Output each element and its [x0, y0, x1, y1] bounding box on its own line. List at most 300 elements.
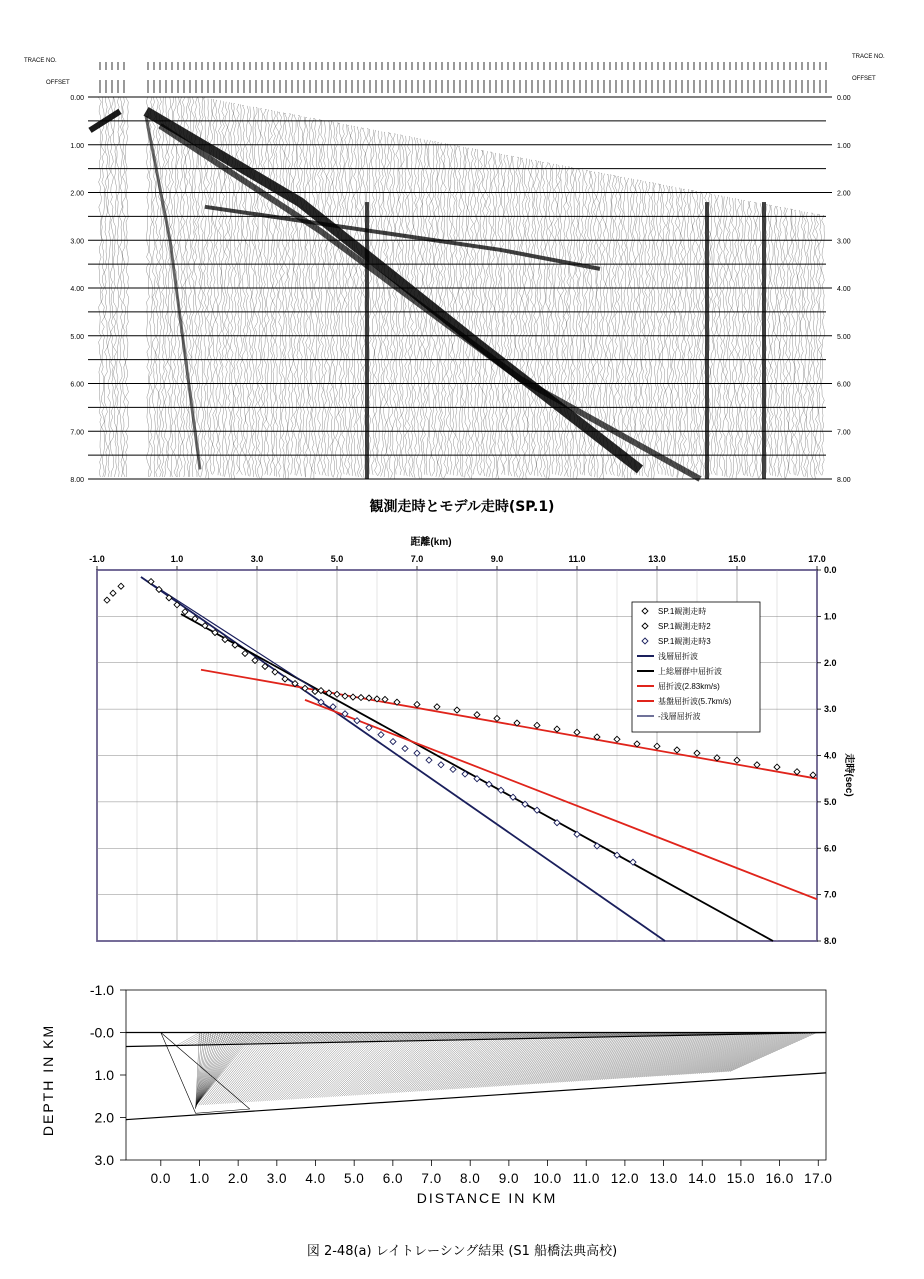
model-frame-box — [126, 990, 826, 1160]
wiggle-trace — [299, 116, 302, 476]
trace-header-annotations — [100, 62, 826, 93]
wiggle-trace — [818, 215, 821, 475]
wiggle-trace — [278, 112, 281, 477]
ray-path — [712, 1033, 798, 1073]
tt-x-tick-label: 13.0 — [648, 554, 666, 564]
wiggle-trace — [146, 97, 149, 477]
wiggle-trace — [332, 123, 335, 478]
wiggle-trace — [468, 148, 471, 478]
wiggle-trace — [321, 120, 324, 475]
wiggle-trace — [296, 116, 299, 476]
wiggle-trace — [411, 137, 414, 477]
time-tick-left: 4.00 — [70, 286, 84, 293]
distance-tick-label: 6.0 — [382, 1171, 403, 1186]
wiggle-trace — [303, 117, 306, 477]
time-tick-left: 7.00 — [70, 429, 84, 437]
wiggle-trace — [185, 97, 188, 477]
wiggle-trace — [794, 210, 797, 475]
wiggle-trace — [330, 122, 333, 477]
ray-path — [180, 1033, 203, 1046]
wiggle-trace — [377, 131, 380, 476]
wiggle-trace — [341, 124, 344, 474]
wiggle-trace — [522, 158, 525, 478]
depth-axis-label: DEPTH IN KM — [40, 1023, 56, 1137]
tt-data-point — [390, 739, 396, 745]
ray-path — [401, 1033, 471, 1093]
wiggle-trace — [387, 133, 390, 478]
wiggle-trace — [543, 162, 546, 477]
tt-y-tick-label: 7.0 — [824, 889, 837, 900]
strong-trace — [365, 202, 369, 479]
wiggle-trace — [488, 152, 491, 477]
wiggle-trace — [396, 134, 399, 474]
wiggle-trace — [690, 190, 693, 475]
wiggle-trace — [641, 181, 644, 476]
wiggle-trace — [161, 97, 164, 477]
wiggle-trace — [623, 178, 626, 478]
wiggle-trace — [504, 155, 507, 475]
ray-path — [719, 1033, 805, 1073]
tt-y-tick-label: 8.0 — [824, 936, 837, 946]
wiggle-trace — [666, 186, 669, 476]
wiggle-trace — [687, 190, 690, 475]
tt-x-tick-label: -1.0 — [89, 554, 105, 564]
distance-tick-label: 4.0 — [305, 1171, 326, 1186]
tt-data-point — [148, 579, 154, 585]
tt-data-point — [104, 597, 110, 603]
distance-tick-label: 1.0 — [189, 1171, 210, 1186]
ray-path — [723, 1033, 810, 1072]
distance-tick-label: 16.0 — [765, 1171, 794, 1186]
wiggle-trace — [677, 188, 680, 478]
tt-data-point — [574, 729, 580, 735]
tt-data-point — [654, 743, 660, 749]
wiggle-trace — [413, 138, 416, 478]
wiggle-trace — [710, 194, 713, 474]
tt-legend-label: 浅層屈折波 — [658, 652, 698, 661]
ray-path — [534, 1033, 611, 1084]
wiggle-trace — [345, 125, 348, 475]
distance-tick-label: 17.0 — [804, 1171, 833, 1186]
wiggle-trace — [356, 127, 359, 477]
wiggle-trace — [662, 185, 665, 475]
wiggle-trace — [749, 202, 752, 477]
distance-tick-label: 0.0 — [150, 1171, 171, 1186]
ray-path — [650, 1033, 733, 1077]
ray-path — [222, 1033, 245, 1045]
wiggle-trace — [282, 113, 285, 478]
wiggle-trace — [741, 200, 744, 475]
wiggle-trace — [497, 154, 500, 479]
wiggle-trace — [258, 108, 261, 478]
tt-data-point — [118, 583, 124, 589]
ray-path — [196, 1033, 214, 1108]
ray-path — [215, 1033, 238, 1045]
tt-y-tick-label: 3.0 — [824, 704, 837, 715]
wiggle-trace — [729, 198, 732, 478]
ray-path — [410, 1033, 480, 1092]
wiggle-trace — [500, 154, 503, 474]
wiggle-trace — [803, 212, 806, 477]
wiggle-trace — [551, 164, 554, 474]
wiggle-trace — [656, 184, 659, 474]
ray-path — [648, 1033, 731, 1077]
distance-tick-label: 10.0 — [533, 1171, 562, 1186]
tt-y-tick-label: 4.0 — [824, 750, 837, 761]
distance-tick-label: 3.0 — [266, 1171, 287, 1186]
wiggle-trace — [713, 195, 716, 475]
offset-label-right: OFFSET — [852, 76, 876, 82]
wiggle-trace — [482, 151, 485, 476]
ray-path — [646, 1033, 729, 1077]
wiggle-trace — [540, 162, 543, 477]
distance-tick-label: 12.0 — [610, 1171, 640, 1186]
wiggle-trace — [315, 119, 318, 474]
wiggle-trace — [155, 97, 158, 477]
distance-tick-label: 15.0 — [726, 1171, 756, 1186]
wiggle-trace — [537, 161, 540, 476]
wiggle-trace — [776, 207, 779, 477]
wiggle-trace — [788, 209, 791, 474]
strong-trace — [705, 202, 709, 479]
distance-tick-label: 14.0 — [688, 1171, 717, 1186]
wiggle-trace — [374, 130, 377, 475]
wiggle-trace — [125, 97, 128, 477]
wiggle-trace — [335, 123, 338, 478]
tt-legend-label: SP.1観測走時 — [658, 607, 707, 616]
wiggle-trace — [171, 97, 174, 477]
ray-path — [538, 1033, 615, 1084]
wiggle-trace — [696, 191, 699, 476]
tt-x-tick-label: 15.0 — [728, 554, 746, 564]
depth-tick-label: 3.0 — [94, 1152, 114, 1168]
wiggle-trace — [452, 145, 455, 475]
wiggle-trace — [167, 97, 170, 477]
tt-x-tick-label: 5.0 — [330, 554, 344, 564]
wiggle-trace — [681, 189, 684, 479]
wiggle-trace — [564, 166, 567, 476]
time-tick-left: 8.00 — [70, 477, 84, 484]
wiggle-trace — [117, 97, 120, 477]
ray-path — [653, 1033, 736, 1077]
wiggle-trace — [527, 160, 530, 475]
wiggle-trace — [545, 163, 548, 478]
wiggle-trace — [633, 180, 636, 475]
wiggle-trace — [275, 112, 278, 477]
wiggle-trace — [459, 146, 462, 476]
wiggle-trace — [311, 119, 314, 479]
time-tick-left: 0.00 — [70, 95, 84, 102]
wiggle-trace — [255, 108, 258, 478]
wiggle-trace — [495, 153, 498, 478]
wiggle-trace — [371, 130, 374, 475]
ray-path — [176, 1033, 199, 1046]
wiggle-trace — [479, 150, 482, 475]
tt-data-point — [438, 762, 444, 768]
tt-x-tick-label: 1.0 — [170, 554, 184, 564]
ray-path — [717, 1033, 803, 1073]
wiggle-trace — [318, 120, 321, 475]
ray-path — [454, 1033, 526, 1090]
wiggle-trace — [381, 132, 384, 477]
tt-model-line — [141, 577, 665, 941]
time-tick-right: 4.00 — [837, 286, 851, 293]
ray-path — [194, 1033, 217, 1046]
distance-tick-label: 2.0 — [228, 1171, 249, 1186]
ray-path — [412, 1033, 482, 1092]
tt-data-point — [494, 715, 500, 721]
ray-path — [187, 1033, 210, 1046]
wiggle-trace — [653, 183, 656, 478]
tt-data-point — [350, 694, 356, 700]
distance-axis-label: DISTANCE IN KM — [416, 1190, 558, 1206]
ray-path — [725, 1033, 812, 1072]
wiggle-trace — [327, 121, 330, 476]
distance-tick-label: 11.0 — [572, 1171, 600, 1186]
wiggle-trace — [182, 97, 185, 477]
wiggle-trace — [602, 174, 605, 479]
tt-data-point — [474, 712, 480, 718]
wiggle-trace — [120, 97, 123, 477]
ray-path — [459, 1033, 532, 1089]
tt-legend-label: 屈折波(2.83km/s) — [658, 682, 720, 691]
distance-tick-label: 8.0 — [460, 1171, 481, 1186]
wiggle-trace — [566, 167, 569, 477]
wiggle-trace — [698, 192, 701, 477]
wiggle-trace — [348, 125, 351, 475]
wiggle-trace — [266, 110, 269, 475]
wiggle-trace — [557, 165, 560, 475]
wiggle-trace — [779, 207, 782, 477]
wiggle-trace — [401, 136, 404, 476]
tt-data-point — [734, 757, 740, 763]
wiggle-trace — [701, 193, 704, 478]
wiggle-trace — [491, 153, 494, 478]
wiggle-trace — [506, 156, 509, 476]
time-tick-left: 6.00 — [70, 381, 84, 389]
ray-path — [714, 1033, 800, 1073]
wiggle-trace — [188, 97, 191, 477]
ray-path — [642, 1033, 724, 1078]
wiggle-trace — [515, 157, 518, 477]
tt-data-point — [110, 590, 116, 596]
wiggle-trace — [470, 149, 473, 479]
distance-tick-label: 5.0 — [344, 1171, 365, 1186]
tt-data-point — [358, 695, 364, 701]
ray-path — [461, 1033, 534, 1089]
wiggle-trace — [485, 152, 488, 477]
wiggle-trace — [636, 180, 639, 475]
wiggle-trace — [159, 97, 162, 477]
ray-path — [399, 1033, 469, 1093]
tt-x-tick-label: 17.0 — [808, 554, 826, 564]
figure-caption: 図 2-48(a) レイトレーシング結果 (S1 船橋法典高校) — [306, 1244, 618, 1259]
wiggle-trace — [770, 206, 773, 476]
wiggle-trace — [390, 133, 393, 478]
wiggle-trace — [239, 105, 242, 475]
distance-tick-label: 13.0 — [649, 1171, 678, 1186]
ray-path — [408, 1033, 478, 1092]
wiggle-trace — [324, 121, 327, 476]
ray-tracing-model — [0, 985, 924, 1215]
wiggle-trace — [785, 209, 788, 479]
tt-legend — [632, 602, 760, 732]
offset-label-left: OFFSET — [46, 80, 70, 86]
ray-path — [406, 1033, 476, 1093]
tt-data-point — [378, 732, 384, 738]
strong-trace — [762, 202, 766, 479]
wiggle-trace — [758, 203, 761, 478]
tt-data-point — [450, 766, 456, 772]
time-tick-right: 3.00 — [837, 238, 851, 246]
wiggle-trace — [180, 97, 183, 477]
tt-y-tick-label: 2.0 — [824, 657, 837, 668]
wiggle-trace — [813, 214, 816, 479]
ray-path — [196, 1033, 255, 1106]
wiggle-trace — [531, 160, 534, 475]
wiggle-trace — [107, 97, 110, 477]
tt-data-point — [454, 707, 460, 713]
wiggle-trace — [753, 202, 756, 477]
wiggle-trace — [248, 107, 251, 477]
wiggle-trace — [575, 169, 578, 479]
ray-path — [208, 1033, 231, 1046]
time-tick-right: 8.00 — [837, 477, 851, 484]
depth-tick-label: 2.0 — [94, 1109, 114, 1126]
ray-path — [536, 1033, 613, 1084]
seismic-record-section — [0, 0, 924, 492]
wiggle-trace — [783, 208, 786, 478]
wiggle-trace — [338, 124, 341, 479]
wiggle-trace — [260, 109, 263, 479]
wiggle-trace — [755, 203, 758, 478]
time-tick-left: 2.00 — [70, 190, 84, 198]
trace-no-label-right: TRACE NO. — [852, 54, 885, 60]
tt-data-point — [614, 736, 620, 742]
tt-data-point — [402, 746, 408, 752]
tt-y-tick-label: 0.0 — [824, 565, 837, 575]
distance-tick-label: 7.0 — [421, 1171, 442, 1186]
ray-path — [721, 1033, 807, 1073]
tt-data-point — [426, 757, 432, 763]
wiggle-trace — [122, 97, 125, 477]
tt-data-point — [414, 701, 420, 707]
wiggle-trace — [447, 144, 450, 474]
wiggle-trace — [648, 182, 651, 477]
wiggle-trace — [555, 165, 558, 475]
ray-path — [456, 1033, 529, 1089]
wiggle-trace — [104, 97, 107, 477]
wiggle-trace — [692, 191, 695, 476]
wiggle-trace — [512, 157, 515, 477]
tt-legend-label: SP.1観測走時3 — [658, 637, 711, 646]
tt-x-tick-label: 3.0 — [250, 554, 264, 564]
wiggle-trace — [416, 138, 419, 478]
ray-path — [644, 1033, 726, 1077]
wiggle-trace — [245, 106, 248, 476]
wiggle-trace — [392, 134, 395, 479]
wiggle-trace — [626, 178, 629, 478]
wiggle-trace — [644, 182, 647, 477]
wiggle-trace — [672, 187, 675, 477]
time-tick-left: 3.00 — [70, 238, 84, 246]
wiggle-trace — [110, 97, 113, 477]
tt-y-tick-label: 5.0 — [824, 796, 837, 807]
wiggle-trace — [407, 137, 410, 477]
wiggle-trace — [725, 197, 728, 477]
wiggle-trace — [774, 206, 777, 476]
tt-data-point — [774, 764, 780, 770]
wiggle-trace — [450, 145, 453, 475]
time-tick-right: 0.00 — [837, 95, 851, 102]
wiggle-trace — [800, 211, 803, 476]
tt-legend-label: SP.1観測走時2 — [658, 622, 711, 631]
wiggle-trace — [269, 111, 272, 476]
wiggle-trace — [98, 97, 101, 477]
tt-x-axis-label: 距離(km) — [410, 537, 452, 548]
tt-data-point — [554, 726, 560, 732]
tt-legend-label: 上総層群中屈折波 — [658, 667, 722, 676]
distance-tick-label: 9.0 — [498, 1171, 520, 1186]
wiggle-trace — [722, 197, 725, 477]
depth-tick-label: -1.0 — [89, 985, 114, 998]
ray-paths — [161, 1033, 817, 1114]
time-tick-right: 6.00 — [837, 381, 851, 389]
wiggle-trace — [113, 97, 116, 477]
wiggle-trace — [350, 126, 353, 476]
wiggle-trace — [809, 213, 812, 478]
wiggle-trace — [284, 113, 287, 478]
ray-path — [397, 1033, 466, 1093]
depth-tick-label: -0.0 — [89, 1024, 114, 1041]
tt-y-axis-label: 走時(sec) — [843, 753, 854, 797]
tt-y-tick-label: 1.0 — [824, 611, 837, 622]
time-tick-right: 7.00 — [837, 429, 851, 437]
tt-y-tick-label: 6.0 — [824, 843, 837, 854]
ray-path — [218, 1033, 241, 1045]
wiggle-trace — [359, 128, 362, 478]
wiggle-trace — [353, 127, 356, 477]
wiggle-trace — [768, 205, 771, 475]
ray-path — [655, 1033, 738, 1077]
wiggle-trace — [734, 199, 737, 479]
wiggle-trace — [560, 166, 563, 476]
ray-path — [404, 1033, 474, 1093]
tt-data-point — [272, 669, 278, 675]
arrival-band — [146, 116, 200, 469]
time-tick-right: 1.00 — [837, 142, 851, 150]
wiggle-trace — [164, 97, 167, 477]
wiggle-trace — [744, 201, 747, 476]
tt-x-tick-label: 9.0 — [490, 554, 504, 564]
wiggle-trace — [792, 210, 795, 475]
tt-legend-label: 基盤屈折波(5.7km/s) — [658, 697, 732, 706]
trace-no-label-left: TRACE NO. — [24, 58, 57, 64]
wiggle-trace — [305, 117, 308, 477]
tt-data-point — [334, 691, 340, 697]
wiggle-trace — [806, 213, 809, 478]
time-tick-left: 1.00 — [70, 142, 84, 150]
wiggle-trace — [651, 183, 654, 478]
wiggle-trace — [404, 136, 407, 476]
wiggle-trace — [798, 211, 801, 476]
depth-tick-label: 1.0 — [94, 1067, 114, 1083]
wiggle-trace — [308, 118, 311, 478]
model-frame — [120, 990, 826, 1166]
wiggle-trace — [815, 214, 818, 474]
wiggle-trace — [518, 158, 521, 478]
ray-path — [540, 1033, 617, 1084]
